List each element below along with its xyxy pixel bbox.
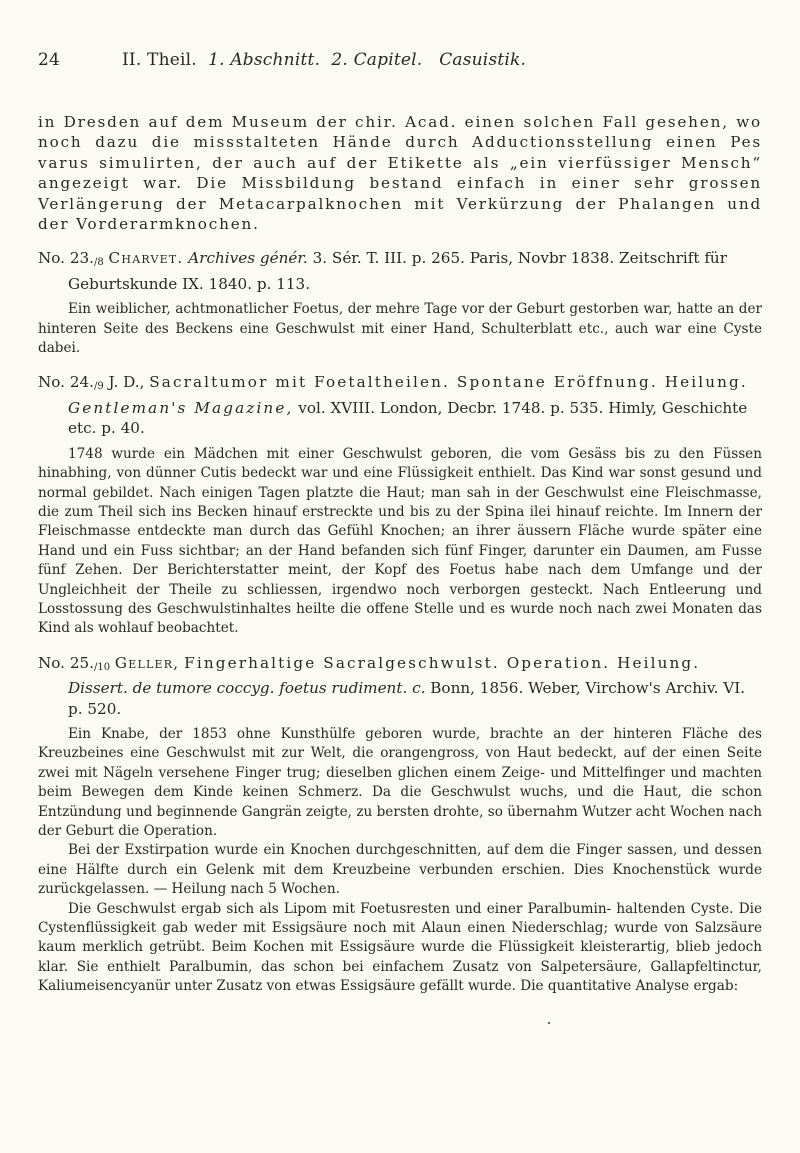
running-title (122, 50, 526, 70)
entry-author: J. D., (108, 373, 145, 392)
running-head (38, 50, 762, 80)
case-paragraph: Ein Knabe, der 1853 ohne Kunsthülfe geboren wurde, brachte an der hinteren Fläche des Kreuzbeines eine Geschwulst mit zur Welt, die orangengross, von Haut bedeckt, auf der einen Seite zwei mit Nägeln versehene Finger trug; dieselben glichen einem Zeige- und Mittelfinger und machten beim Bewegen dem Kinde keinen Schmerz. Da die Geschwulst wuchs, und die Haut, die schon Entzündung und beginnende Gangrän zeigte, zu bersten drohte, so übernahm Wutzer acht Wochen nach der Geburt die Operation. (38, 725, 762, 839)
chapter-label: 2. Capitel. (331, 50, 423, 70)
entry-journal: Dissert. de tumore coccyg. foetus rudiment. c. (68, 679, 426, 698)
topic-label: Casuistik. (439, 50, 527, 70)
entry-citation: vol. XVIII. London, Decbr. 1748. p. 535. Himly, Geschichte etc. p. 40. (68, 398, 748, 438)
entry-journal: Gentleman's Magazine, (68, 398, 294, 417)
entry-header (38, 653, 762, 719)
entry-heading: Fingerhaltige Sacralgeschwulst. Operation. Heilung. (184, 653, 701, 672)
case-paragraph: Ein weiblicher, achtmonatlicher Foetus, der mehre Tage vor der Geburt gestorben war, hatte an der hinteren Seite des Beckens eine Geschwulst mit einer Hand, Schulterblatt etc., auch war eine Cyste dabei. (38, 301, 762, 357)
entry-header (38, 248, 762, 294)
page-content (38, 112, 762, 997)
case-entry-24 (38, 372, 762, 638)
entry-heading: Sacraltumor mit Foetaltheilen. Spontane Eröffnung. Heilung. (149, 373, 748, 392)
case-entry-25 (38, 653, 762, 997)
entry-fraction: /8 (93, 257, 104, 269)
case-paragraph: Bei der Exstirpation wurde ein Knochen durchgeschnitten, auf dem die Finger sassen, und dessen eine Hälfte durch ein Gelenk mit dem Kreuzbeine verbunden erschien. Dies Knochenstück wurde zurückgelassen. — Heilung nach 5 Wochen. (38, 842, 762, 898)
entry-fraction: /10 (93, 661, 111, 673)
case-paragraph: 1748 wurde ein Mädchen mit einer Geschwulst geboren, die vom Gesäss bis zu den Füssen hinabhing, von dünner Cutis bedeckt war und eine Flüssigkeit enthielt. Das Kind war sonst gesund und normal gebildet. Nach einigen Tagen platzte die Haut; man sah in der Geschwulst eine Fleischmasse, die zum Theil sich ins Becken hinauf erstreckte und bis zu der Spina ilei hinauf reichte. Im Innern der Fleischmasse entdeckte man durch das Gefühl Knochen; an ihrer äussern Fläche wurde später eine Hand und ein Fuss sichtbar; an der Hand befanden sich fünf Finger, darunter ein Daumen, am Fusse fünf Zehen. Der Berichterstatter meint, der Kopf des Foetus habe nach dem Umfange und der Ungleichheit der Theile zu schliessen, irgendwo noch verborgen gesteckt. Nach Entleerung und Losstossung des Geschwulstinhaltes heilte die offene Stelle und es wurde noch nach zwei Monaten das Kind als wohlauf beobachtet. (38, 445, 762, 637)
entry-journal: Archives génér. (188, 249, 308, 268)
page-number: 24 (38, 50, 61, 70)
entry-header (38, 372, 762, 438)
section-label: 1. Abschnitt. (208, 50, 321, 70)
entry-number: No. 24. (38, 373, 94, 392)
case-entry-23 (38, 248, 762, 358)
entry-author: Charvet. (108, 249, 184, 268)
case-paragraph: Die Geschwulst ergab sich als Lipom mit Foetusresten und einer Paralbumin- haltenden Cyste. Die Cystenflüssigkeit gab weder mit Essigsäure noch mit Alaun einen Niederschlag; wurde von Salzsäure kaum merklich getrübt. Beim Kochen mit Essigsäure wurde die Flüssigkeit kleisterartig, blieb jedoch klar. Sie enthielt Paralbumin, das schon bei einfachem Zusatz von Salpetersäure, Gallapfeltinctur, Kaliumeisencyanür unter Zusatz von etwas Essigsäure gefällt wurde. Die quantitative Analyse ergab: (38, 900, 762, 995)
part-label: II. Theil. (122, 50, 197, 70)
case-text (38, 300, 762, 358)
print-speck (548, 1022, 550, 1024)
entry-citation: Bonn, 1856. Weber, Virchow's Archiv. VI. p. 520. (68, 679, 746, 718)
entry-author: Geller, (114, 653, 180, 672)
intro-paragraph: in Dresden auf dem Museum der chir. Acad. einen solchen Fall gesehen, wo noch dazu die missstalteten Hände durch Adductionsstellung einen Pes varus simulirten, der auch auf der Etikette als „ein vierfüssiger Mensch“ angezeigt war. Die Missbildung bestand einfach in einer sehr grossen Verlängerung der Metacarpalknochen mit Verkürzung der Phalangen und der Vorderarmknochen. (38, 113, 762, 234)
entry-citation: 3. Sér. T. III. p. 265. Paris, Novbr 1838. Zeitschrift für Geburtskunde IX. 1840. p. 113. (68, 249, 727, 293)
case-text (38, 725, 762, 997)
entry-fraction: /9 (93, 381, 104, 393)
entry-number: No. 23. (38, 249, 94, 268)
case-text (38, 445, 762, 639)
entry-number: No. 25. (38, 653, 94, 672)
